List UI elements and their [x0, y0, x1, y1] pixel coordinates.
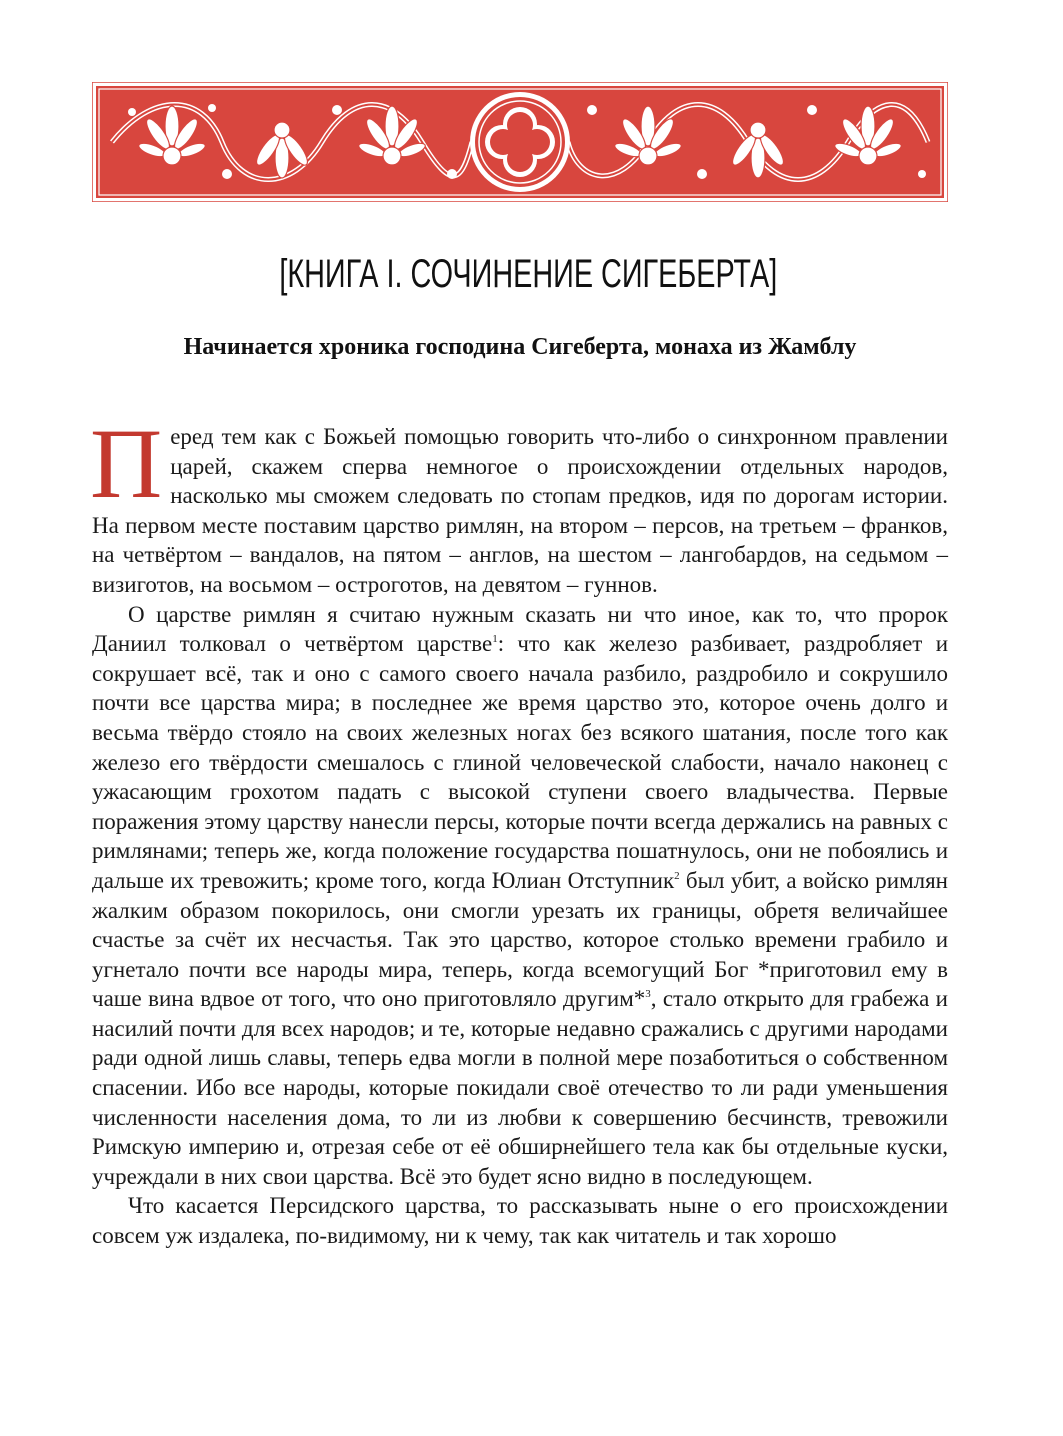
- drop-cap: П: [90, 408, 163, 519]
- paragraph-2: [92, 600, 948, 1192]
- footnote-ref-3[interactable]: 3: [645, 988, 651, 1001]
- book-title: [КНИГА I. СОЧИНЕНИЕ СИГЕБЕРТА]: [279, 252, 778, 296]
- footnote-ref-1[interactable]: 1: [492, 633, 498, 646]
- paragraph-2-text-d: , стало открыто для грабежа и насилий почти для всех народов; и те, которые недавно сражались с другими народами ради одной лишь славы, теперь едва могли в полной мере позаботиться о собственном спасении. Ибо все народы, которые покидали своё отечество то ли ради уменьшения численности населения дома, то ли из любви к совершению бесчинств, тревожили Римскую империю и, отрезая себе от её обширнейшего тела как бы отдельные куски, учреждали в них свои царства. Всё это будет ясно видно в последующем.: [92, 986, 948, 1189]
- paragraph-2-text-a: О царстве римлян я считаю нужным сказать ни что иное, как то, что пророк Даниил толковал о четвёртом царстве: [92, 601, 948, 657]
- body-text: [90, 408, 948, 1251]
- paragraph-2-text-c: был убит, а войско римлян жалким образом покорилось, они смогли урезать их границы, обретя величайшее счастье за счёт их несчастья. Так это царство, которое столько времени грабило и угнетало почти все народы мира, теперь, когда всемогущий Бог *приготовил ему в чаше вина вдвое от того, что оно приготовляло другим*: [92, 867, 948, 1012]
- paragraph-1-text: еред тем как с Божьей помощью говорить что-либо о синхронном правлении царей, скажем сперва немногое о происхождении отдельных народов, насколько мы сможем следовать по стопам предков, идя по дорогам истории. На первом месте поставим царство римлян, на втором – персов, на третьем – франков, на четвёртом – вандалов, на пятом – англов, на шестом – лангобардов, на седьмом – визиготов, на восьмом – остроготов, на девятом – гуннов.: [92, 424, 948, 597]
- chapter-subtitle: Начинается хроника господина Сигеберта, монаха из Жамблу: [183, 334, 857, 360]
- paragraph-3: Что касается Персидского царства, то рассказывать ныне о его происхождении совсем уж издалека, по-видимому, ни к чему, так как читатель и так хорошо: [92, 1193, 948, 1249]
- paragraph-2-text-b: : что как железо разбивает, раздробляет и сокрушает всё, так и оно с самого своего начала разбило, раздробило и сокрушило почти все царства мира; в последнее же время царство это, которое очень долго и весьма твёрдо стояло на своих железных ногах без всякого шатания, после того как железо его твёрдости смешалось с глиной человеческой слабости, начало наконец с ужасающим грохотом падать с высокой ступени своего владычества. Первые поражения этому царству нанесли персы, которые почти всегда держались на равных с римлянами; теперь же, когда положение государства пошатнулось, они не побоялись и дальше их тревожить; кроме того, когда Юлиан Отступник: [92, 631, 948, 893]
- ornamental-banner: [92, 82, 948, 202]
- footnote-ref-2[interactable]: 2: [674, 869, 680, 882]
- paragraph-1: [90, 408, 948, 600]
- floral-ornament-icon: [92, 82, 948, 202]
